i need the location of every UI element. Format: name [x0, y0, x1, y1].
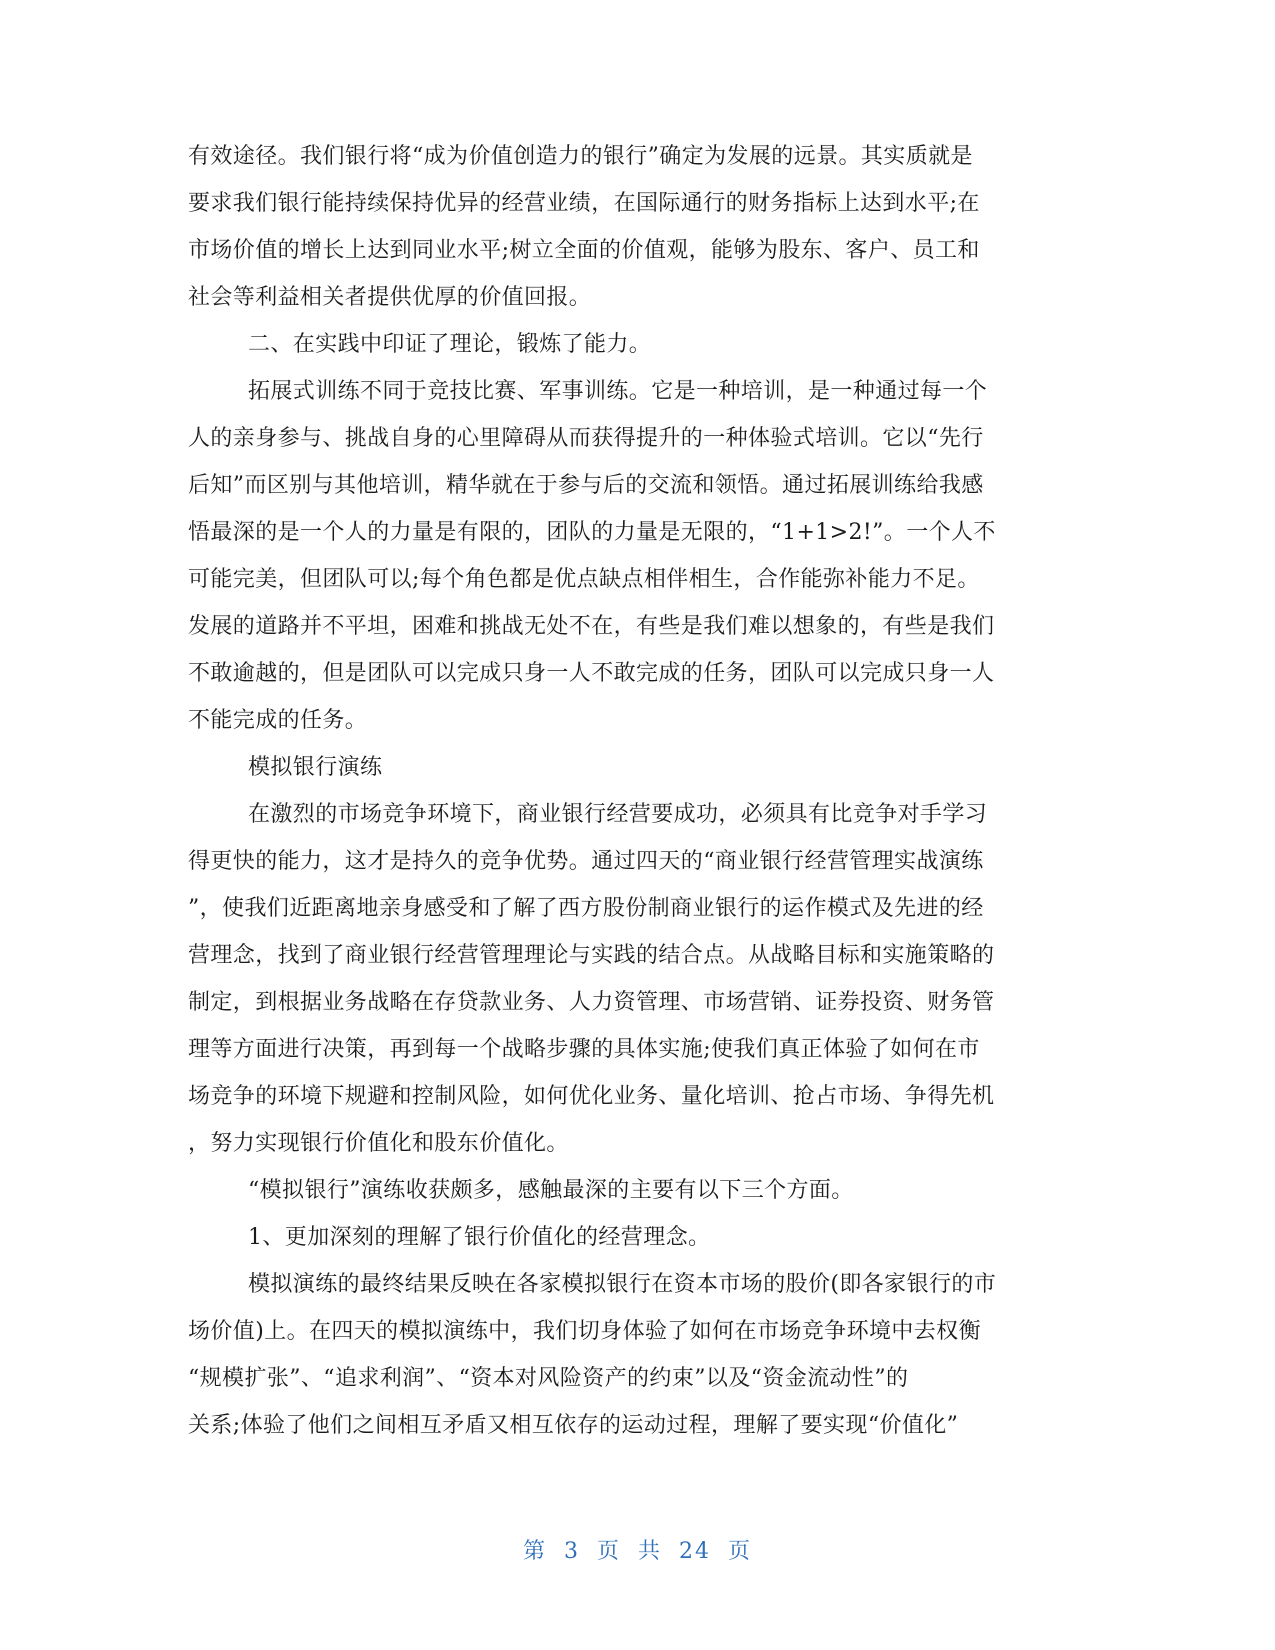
current-page-number: 3 — [563, 1539, 580, 1564]
body-line: 场竞争的环境下规避和控制风险，如何优化业务、量化培训、抢占市场、争得先机 — [188, 1084, 995, 1109]
body-line: 得更快的能力，这才是持久的竞争优势。通过四天的“商业银行经营管理实战演练 — [188, 849, 984, 874]
body-line: 不敢逾越的，但是团队可以完成只身一人不敢完成的任务，团队可以完成只身一人 — [188, 661, 995, 686]
body-line: 拓展式训练不同于竞技比赛、军事训练。它是一种培训，是一种通过每一个 — [248, 379, 988, 404]
section-heading: 模拟银行演练 — [248, 755, 383, 780]
section-heading: 1、更加深刻的理解了银行价值化的经营理念。 — [248, 1225, 711, 1250]
body-line: 后知”而区别与其他培训，精华就在于参与后的交流和领悟。通过拓展训练给我感 — [188, 473, 984, 498]
section-heading: 二、在实践中印证了理论，锻炼了能力。 — [248, 332, 652, 357]
body-line: 要求我们银行能持续保持优异的经营业绩，在国际通行的财务指标上达到水平;在 — [188, 191, 980, 216]
body-line: “规模扩张”、“追求利润”、“资本对风险资产的约束”以及“资金流动性”的 — [188, 1366, 909, 1391]
footer-total-unit: 页 — [728, 1539, 753, 1564]
body-line: 模拟演练的最终结果反映在各家模拟银行在资本市场的股价(即各家银行的市 — [248, 1272, 997, 1297]
body-line: 关系;体验了他们之间相互矛盾又相互依存的运动过程，理解了要实现“价值化” — [188, 1413, 959, 1438]
body-line: 不能完成的任务。 — [188, 708, 368, 733]
body-line: ”，使我们近距离地亲身感受和了解了西方股份制商业银行的运作模式及先进的经 — [188, 896, 984, 921]
body-line: 市场价值的增长上达到同业水平;树立全面的价值观，能够为股东、客户、员工和 — [188, 238, 980, 263]
total-pages-number: 24 — [679, 1539, 712, 1564]
body-line: 发展的道路并不平坦，困难和挑战无处不在，有些是我们难以想象的，有些是我们 — [188, 614, 995, 639]
body-line: “模拟银行”演练收获颇多，感触最深的主要有以下三个方面。 — [248, 1178, 854, 1203]
body-line: 社会等利益相关者提供优厚的价值回报。 — [188, 285, 592, 310]
page-footer — [0, 1534, 1275, 1565]
body-line: 悟最深的是一个人的力量是有限的，团队的力量是无限的，“1+1>2!”。一个人不 — [188, 520, 996, 545]
body-line: 在激烈的市场竞争环境下，商业银行经营要成功，必须具有比竞争对手学习 — [248, 802, 988, 827]
body-line: 制定，到根据业务战略在存贷款业务、人力资管理、市场营销、证券投资、财务管 — [188, 990, 995, 1015]
body-line: 可能完美，但团队可以;每个角色都是优点缺点相伴相生，合作能弥补能力不足。 — [188, 567, 980, 592]
footer-prefix: 第 — [522, 1539, 547, 1564]
body-line: 营理念，找到了商业银行经营管理理论与实践的结合点。从战略目标和实施策略的 — [188, 943, 995, 968]
body-line: ，努力实现银行价值化和股东价值化。 — [188, 1131, 569, 1156]
body-line: 有效途径。我们银行将“成为价值创造力的银行”确定为发展的远景。其实质就是 — [188, 144, 973, 169]
body-line: 理等方面进行决策，再到每一个战略步骤的具体实施;使我们真正体验了如何在市 — [188, 1037, 980, 1062]
footer-total-prefix: 共 — [638, 1539, 663, 1564]
body-line: 场价值)上。在四天的模拟演练中，我们切身体验了如何在市场竞争环境中去权衡 — [188, 1319, 981, 1344]
body-line: 人的亲身参与、挑战自身的心里障碍从而获得提升的一种体验式培训。它以“先行 — [188, 426, 984, 451]
footer-page-unit: 页 — [596, 1539, 621, 1564]
